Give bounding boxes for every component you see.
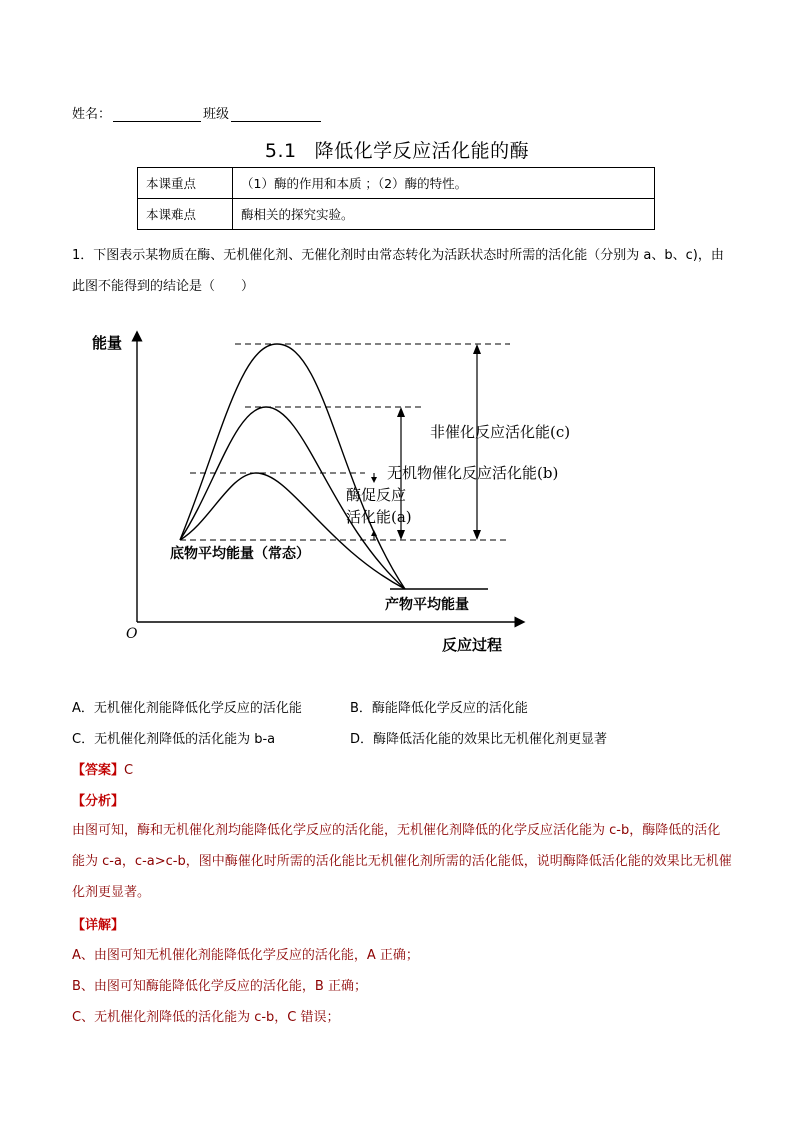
arrow-c-bottom-head <box>473 530 481 540</box>
detail-label: 【详解】 <box>72 918 125 933</box>
table-value: 酶相关的探究实验。 <box>233 199 655 230</box>
label-a-line2: 活化能(a) <box>346 508 412 526</box>
page-title <box>0 136 794 163</box>
label-a-line1: 酶促反应 <box>346 486 407 504</box>
table-row <box>138 199 655 230</box>
title-number: 5.1 <box>264 140 297 162</box>
detail-heading <box>72 914 124 933</box>
header-line <box>72 103 323 122</box>
arrow-a-top-head <box>371 477 377 483</box>
x-axis-label: 反应过程 <box>442 636 503 654</box>
option-c: C．无机催化剂降低的活化能为 b-a <box>72 732 276 747</box>
arrow-a-bottom-head <box>371 530 377 536</box>
class-label: 班级 <box>203 107 230 122</box>
arrow-b-top-head <box>397 407 405 417</box>
title-text: 降低化学反应活化能的酶 <box>314 140 530 162</box>
arrow-b-bottom-head <box>397 530 405 540</box>
table-key: 本课难点 <box>138 199 233 230</box>
answer-value: C <box>124 763 134 778</box>
table-row <box>138 168 655 199</box>
detail-line-c: C、无机催化剂降低的活化能为 c-b，C 错误； <box>72 1010 340 1025</box>
detail-line-b: B、由图可知酶能降低化学反应的活化能，B 正确； <box>72 979 367 994</box>
activation-energy-figure <box>90 322 571 662</box>
table-key: 本课重点 <box>138 168 233 199</box>
origin-label: O <box>126 626 138 642</box>
arrow-c-top-head <box>473 344 481 354</box>
name-blank <box>113 109 201 122</box>
info-table <box>137 167 655 230</box>
option-d: D．酶降低活化能的效果比无机催化剂更显著 <box>350 732 608 747</box>
substrate-label: 底物平均能量（常态） <box>170 546 310 562</box>
answer-line <box>72 759 133 778</box>
option-b: B．酶能降低化学反应的活化能 <box>350 701 528 716</box>
y-axis-label: 能量 <box>92 334 123 352</box>
table-value: （1）酶的作用和本质 ；（2）酶的特性。 <box>233 168 655 199</box>
answer-label: 【答案】 <box>72 763 125 778</box>
analysis-heading <box>72 790 124 809</box>
label-c: 非催化反应活化能(c) <box>430 423 571 441</box>
detail-line-a: A、由图可知无机催化剂能降低化学反应的活化能，A 正确； <box>72 948 419 963</box>
class-blank <box>231 109 321 122</box>
option-a: A．无机催化剂能降低化学反应的活化能 <box>72 701 302 716</box>
label-b: 无机物催化反应活化能(b) <box>387 464 559 482</box>
analysis-text: 由图可知，酶和无机催化剂均能降低化学反应的活化能，无机催化剂降低的化学反应活化能为 c-b，酶降低的活化能为 c-a，c-a>c-b，图中酶催化时所需的活化能比无机催化剂所需的活化能低，说明酶降低活化能的效果比无机催化剂更显著。 <box>72 823 732 900</box>
name-label: 姓名： <box>72 107 112 122</box>
question-text: 1．下图表示某物质在酶、无机催化剂、无催化剂时由常态转化为活跃状态时所需的活化能（分别为 a、b、c)，由此图不能得到的结论是（ ） <box>72 248 724 294</box>
product-label: 产物平均能量 <box>385 597 469 613</box>
analysis-label: 【分析】 <box>72 794 125 809</box>
